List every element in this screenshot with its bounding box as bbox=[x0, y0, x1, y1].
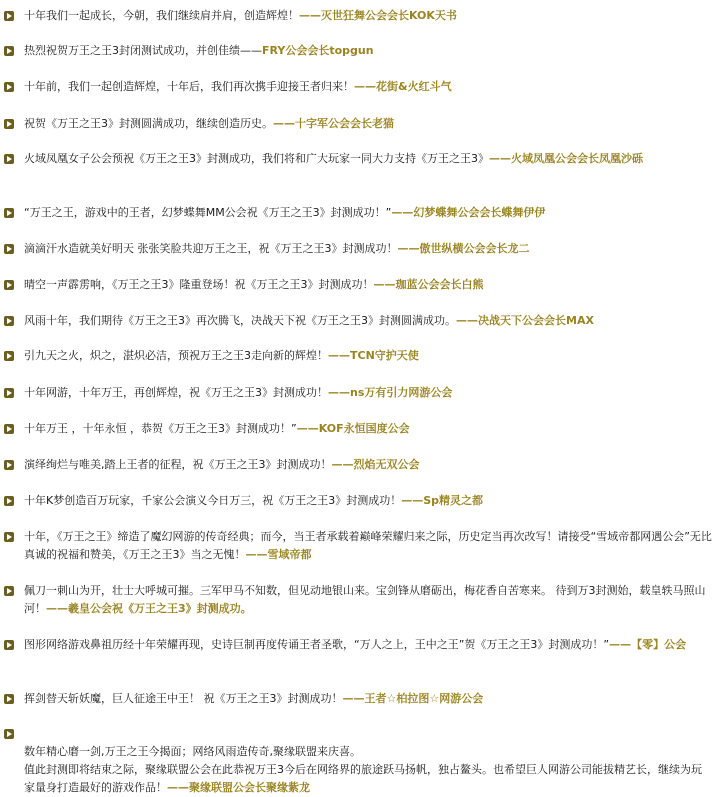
list-item bbox=[0, 240, 712, 258]
message-text: 演绎绚烂与唯美,踏上王者的征程，祝《万王之王3》封测成功！ bbox=[24, 458, 332, 471]
bullet-icon bbox=[4, 119, 14, 129]
message-author: ——TCN守护天使 bbox=[328, 349, 419, 362]
list-item bbox=[0, 347, 712, 365]
message-text: 风雨十年，我们期待《万王之王3》再次腾飞，决战天下祝《万王之王3》封测圆满成功。 bbox=[24, 314, 456, 327]
bullet-icon bbox=[4, 532, 14, 542]
list-item bbox=[0, 115, 712, 133]
message-author: ——Sp精灵之都 bbox=[401, 494, 484, 507]
bullet-icon bbox=[4, 424, 14, 434]
message-author: ——十字军公会会长老猫 bbox=[273, 117, 394, 130]
bullet-icon bbox=[4, 586, 14, 596]
message-author: ——花街&火红斗气 bbox=[354, 80, 452, 93]
list-item bbox=[0, 7, 712, 25]
message-text: “万王之王，游戏中的王者，幻梦蝶舞MM公会祝《万王之王3》封测成功！” bbox=[24, 206, 392, 219]
list-item bbox=[0, 276, 712, 294]
message-text: 十年前，我们一起创造辉煌，十年后，我们再次携手迎接王者归来！ bbox=[24, 80, 354, 93]
bullet-icon bbox=[4, 496, 14, 506]
message-text: 晴空一声霹雳响，《万王之王3》隆重登场！祝《万王之王3》封测成功！ bbox=[24, 278, 374, 291]
bullet-icon bbox=[4, 729, 14, 739]
message-text: 火域凤凰女子公会预祝《万王之王3》封测成功，我们将和广大玩家一同大力支持《万王之王3》 bbox=[24, 152, 489, 165]
bullet-icon bbox=[4, 154, 14, 164]
message-author: ——傲世纵横公会会长龙二 bbox=[397, 242, 530, 255]
bullet-icon bbox=[4, 208, 14, 218]
bullet-icon bbox=[4, 316, 14, 326]
bullet-icon bbox=[4, 640, 14, 650]
list-item bbox=[0, 420, 712, 438]
message-author: ——ns万有引力网游公会 bbox=[328, 386, 453, 399]
message-author: FRY公会会长topgun bbox=[262, 44, 374, 57]
message-text: 十年网游，十年万王，再创辉煌，祝《万王之王3》封测成功！ bbox=[24, 386, 328, 399]
message-text: 十年，《万王之王》缔造了魔幻网游的传奇经典；而今，当王者承载着巅峰荣耀归来之际，历史定当再次改写！请接受“雪域帝都网遇公会”无比真诚的祝福和赞美，《万王之王3》当之无愧！ bbox=[24, 530, 712, 561]
message-text: 热烈祝贺万王之王3封闭测试成功，并创佳绩—— bbox=[24, 44, 262, 57]
message-text: 十年万王 ，十年永恒 ，恭贺《万王之王3》封测成功！” bbox=[24, 422, 297, 435]
message-author: ——KOF永恒国度公会 bbox=[296, 422, 410, 435]
message-text: 十年K梦创造百万玩家，千家公会演义今日万三，祝《万王之王3》封测成功！ bbox=[24, 494, 402, 507]
message-text: 十年我们一起成长，今朝，我们继续肩并肩，创造辉煌！ bbox=[24, 9, 299, 22]
list-item bbox=[0, 528, 712, 564]
message-author: ——火域凤凰公会会长凤凰沙砾 bbox=[489, 152, 643, 165]
message-author: ——聚缘联盟公会长聚缘紫龙 bbox=[167, 781, 310, 794]
message-text: 图形网络游戏鼻祖历经十年荣耀再现，史诗巨制再度传诵王者圣歌，“万人之上，王中之王”贺《万王之王3》封测成功！” bbox=[24, 638, 610, 651]
list-item bbox=[0, 150, 712, 168]
bullet-icon bbox=[4, 11, 14, 21]
list-item bbox=[0, 690, 712, 708]
list-item bbox=[0, 456, 712, 474]
list-item bbox=[0, 204, 712, 222]
message-author: ——珈蓝公会会长白熊 bbox=[373, 278, 484, 291]
message-author: ——【零】公会 bbox=[609, 638, 687, 651]
bullet-icon bbox=[4, 694, 14, 704]
bullet-icon bbox=[4, 351, 14, 361]
message-text: 佩刀一刺山为开，壮士大呼城可摧。三军甲马不知数，但见动地银山来。宝剑锋从磨砺出，梅花香自苦寒来。 待到万3封测始，载皇轶马照山河！ bbox=[24, 584, 706, 615]
message-author: ——决战天下公会会长MAX bbox=[456, 314, 594, 327]
bullet-icon bbox=[4, 388, 14, 398]
bullet-icon bbox=[4, 460, 14, 470]
message-author: ——幻梦蝶舞公会会长蝶舞伊伊 bbox=[391, 206, 546, 219]
message-author: ——雪域帝都 bbox=[245, 548, 312, 561]
list-item bbox=[0, 42, 712, 60]
message-author: ——灭世狂舞公会会长KOK天书 bbox=[299, 9, 457, 22]
list-item bbox=[0, 725, 712, 797]
list-item bbox=[0, 78, 712, 96]
message-text: 祝贺《万王之王3》封测圆满成功，继续创造历史。 bbox=[24, 117, 273, 130]
bullet-icon bbox=[4, 244, 14, 254]
message-text: 挥剑替天斩妖魔，巨人征途王中王！ 祝《万王之王3》封测成功！ bbox=[24, 692, 343, 705]
message-text: 滴滴汗水造就美好明天 张张笑脸共迎万王之王，祝《万王之王3》封测成功！ bbox=[24, 242, 398, 255]
list-item bbox=[0, 384, 712, 402]
message-text: 数年精心磨一剑,万王之王今揭面；网络风雨造传奇,聚缘联盟来庆喜。 值此封测即将结束之际，聚缘联盟公会在此恭祝万王3今后在网络界的旅途跃马扬帆，独占鳌头。也希望巨人网游公司能拔精艺长，继续为玩家量身打造最好的游戏作品！ bbox=[24, 745, 702, 794]
list-item bbox=[0, 582, 712, 618]
message-author: ——羲皇公会祝《万王之王3》封测成功。 bbox=[46, 602, 252, 615]
message-text: 引九天之火，炽之，湛炽必洁，预祝万王之王3走向新的辉煌！ bbox=[24, 349, 328, 362]
list-item bbox=[0, 312, 712, 330]
list-item bbox=[0, 636, 712, 654]
message-author: ——王者☆柏拉图☆网游公会 bbox=[342, 692, 484, 705]
list-item bbox=[0, 492, 712, 510]
message-author: ——烈焰无双公会 bbox=[331, 458, 420, 471]
bullet-icon bbox=[4, 46, 14, 56]
bullet-icon bbox=[4, 82, 14, 92]
bullet-icon bbox=[4, 280, 14, 290]
